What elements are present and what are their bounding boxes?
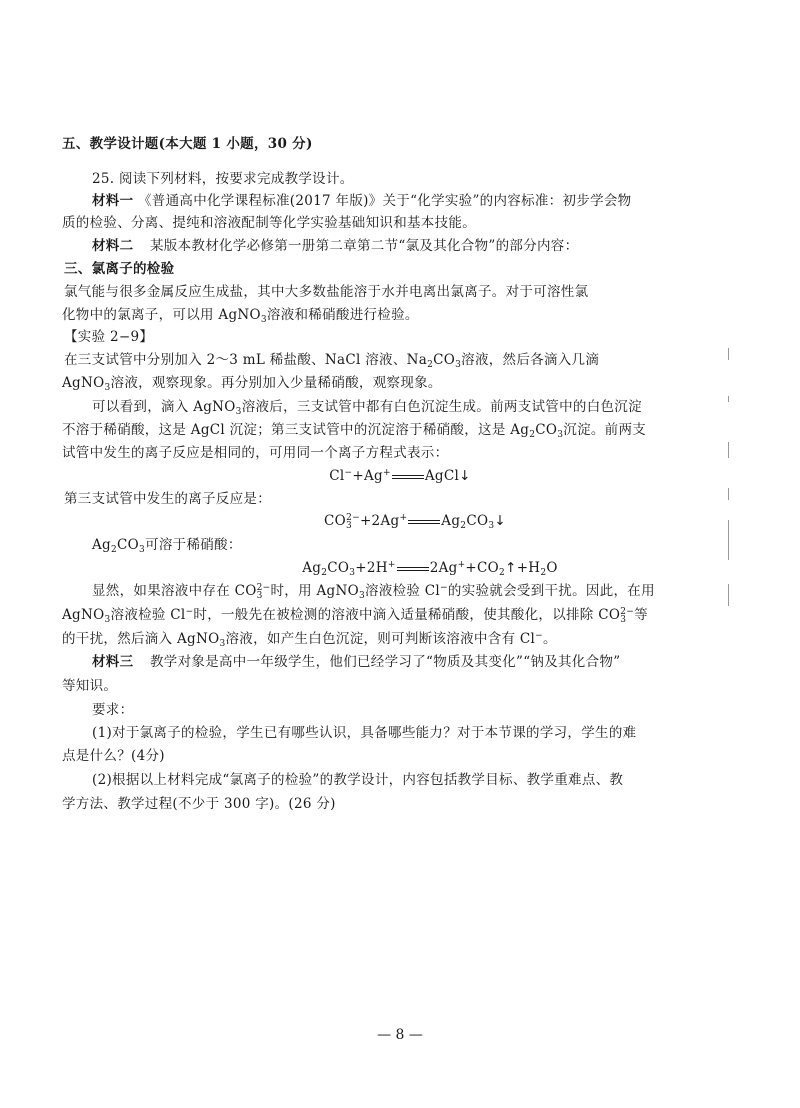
scan-mark	[728, 442, 729, 458]
page-number: — 8 —	[377, 1027, 423, 1043]
eq1-mid: +Ag	[352, 468, 383, 484]
concl2-c: 时，一般先在被检测的溶液中滴入适量稀硝酸，使其酸化，以排除 CO	[193, 607, 621, 623]
sup-plus: +	[399, 513, 408, 523]
eq3-d: 2Ag	[429, 560, 458, 576]
exp1-c: 溶液，然后各滴入几滴	[461, 352, 600, 368]
exp-line1	[64, 350, 742, 370]
req2-line1: (2)根据以上材料完成“氯离子的检验”的教学设计，内容包括教学目标、教学重难点、教	[92, 772, 624, 788]
exp2-b: 溶液，观察现象。再分别加入少量稀硝酸，观察现象。	[110, 375, 442, 391]
material1-line1	[92, 191, 742, 211]
obs-line3: 试管中发生的离子反应是相同的，可用同一个离子方程式表示：	[62, 445, 449, 461]
sub2: 2	[529, 430, 536, 440]
req1-line2: 点是什么？(4分)	[62, 748, 165, 764]
sup-2minus: 2−	[620, 607, 635, 617]
req1-line1: (1)对于氯离子的检验，学生已有哪些认识，具备哪些能力？对于本节课的学习，学生的难	[92, 725, 637, 741]
concl3-b: 溶液，如产生白色沉淀，则可判断该溶液中含有 Cl	[225, 631, 536, 647]
concl1-b: 时，用 AgNO	[270, 583, 359, 599]
sub3: 3	[349, 568, 356, 578]
requirements-label: 要求：	[92, 702, 134, 718]
material3-label: 材料三	[92, 654, 134, 670]
sup-minus: −	[440, 583, 448, 593]
sup-minus: −	[344, 468, 353, 478]
material3-line2: 等知识。	[62, 678, 118, 694]
sup-2minus: 2−	[256, 583, 271, 593]
concl-line2	[62, 605, 742, 625]
eq2-right-b: CO	[466, 513, 489, 529]
req2-line2: 学方法、教学过程(不少于 300 字)。(26 分)	[62, 796, 336, 812]
sub2: 2	[111, 545, 118, 555]
exp1-b: CO	[433, 352, 456, 368]
material1-text: 《普通高中化学课程标准(2017 年版)》关于“化学实验”的内容标准：初步学会物	[138, 193, 632, 209]
sub2: 2	[499, 568, 506, 578]
sub3: 3	[139, 545, 146, 555]
sub2: 2	[540, 568, 547, 578]
obs-line1	[92, 397, 742, 417]
sub3: 3	[488, 521, 495, 531]
experiment-label: 【实验 2−9】	[64, 329, 154, 345]
question-intro: 25. 阅读下列材料，按要求完成教学设计。	[92, 171, 354, 187]
para1-line2	[62, 305, 742, 325]
sup-plus: +	[387, 560, 396, 570]
third-tube-text: 第三支试管中发生的离子反应是：	[64, 491, 271, 507]
equation-3	[60, 558, 800, 578]
concl1-c: 溶液检验 Cl	[365, 583, 441, 599]
sup-2minus: 2−	[346, 513, 360, 523]
up-arrow-icon: ↑	[505, 560, 517, 576]
sub3: 3	[455, 360, 462, 370]
concl-line1	[92, 581, 742, 601]
eq1-right: AgCl	[424, 468, 460, 484]
exp-line2	[62, 373, 742, 393]
concl-line3	[62, 629, 742, 649]
concl1-a: 显然，如果溶液中存在 CO	[92, 583, 257, 599]
exp2-a: AgNO	[62, 375, 105, 391]
equation-1	[0, 466, 800, 486]
sub3: 3	[256, 591, 263, 601]
concl2-b: 溶液检验 Cl	[110, 607, 186, 623]
dissolve-line	[92, 535, 742, 555]
concl2-a: AgNO	[62, 607, 105, 623]
dissolve-b: CO	[117, 537, 140, 553]
concl3-c: 。	[542, 631, 557, 647]
equals-sign	[408, 517, 440, 527]
sub3: 3	[219, 639, 226, 649]
sub3: 3	[104, 383, 111, 393]
sub3: 3	[620, 615, 627, 625]
material3-text: 教学对象是高中一年级学生，他们已经学习了“物质及其变化”“钠及其化合物”	[150, 654, 621, 670]
sup-plus: +	[382, 468, 391, 478]
eq2-right-a: Ag	[441, 513, 461, 529]
eq3-a: Ag	[302, 560, 322, 576]
sup-minus: −	[185, 607, 194, 617]
para1-text-a: 化物中的氯离子，可以用 AgNO	[62, 307, 261, 323]
sub3: 3	[557, 430, 564, 440]
scan-mark	[728, 396, 729, 402]
material2-line	[92, 236, 742, 256]
eq2-left: CO	[324, 513, 347, 529]
material1-label: 材料一	[92, 193, 134, 209]
dissolve-c: 可溶于稀硝酸：	[145, 537, 242, 553]
obs2-b: CO	[535, 422, 558, 438]
concl2-d: 等	[634, 607, 648, 623]
equals-sign	[397, 564, 429, 574]
eq3-f: +H	[516, 560, 541, 576]
exp1-a: 在三支试管中分别加入 2～3 mL 稀盐酸、NaCl 溶液、Na	[64, 352, 428, 368]
material3-line1	[92, 652, 742, 672]
sup-minus: −	[535, 631, 543, 641]
eq3-g: O	[546, 560, 558, 576]
scan-mark	[728, 488, 729, 500]
obs1-a: 可以看到，滴入 AgNO	[92, 399, 236, 415]
material2-text: 某版本教材化学必修第一册第二章第二节“氯及其化合物”的部分内容：	[150, 238, 579, 254]
scan-mark	[728, 348, 729, 360]
material1-line2: 质的检验、分离、提纯和溶液配制等化学实验基础知识和基本技能。	[62, 215, 476, 231]
obs2-c: 沉淀。前两支	[563, 422, 647, 438]
equation-2	[30, 511, 800, 531]
sub2: 2	[321, 568, 328, 578]
para1-line1: 氯气能与很多金属反应生成盐，其中大多数盐能溶于水并电离出氯离子。对于可溶性氯	[64, 284, 589, 300]
obs1-b: 溶液后，三支试管中都有白色沉淀生成。前两支试管中的白色沉淀	[241, 399, 642, 415]
scan-mark	[728, 520, 729, 560]
section-heading: 五、教学设计题(本大题 1 小题，30 分)	[62, 136, 313, 152]
material2-label: 材料二	[92, 238, 134, 254]
concl1-d: 的实验就会受到干扰。因此，在用	[447, 583, 655, 599]
sub3: 3	[235, 407, 242, 417]
obs2-a: 不溶于稀硝酸，这是 AgCl 沉淀；第三支试管中的沉淀溶于稀硝酸，这是 Ag	[62, 422, 530, 438]
eq3-b: CO	[327, 560, 350, 576]
sub3: 3	[104, 615, 111, 625]
down-arrow-icon: ↓	[459, 468, 471, 484]
obs-line2	[62, 420, 742, 440]
equals-sign	[392, 472, 424, 482]
sub2: 2	[460, 521, 467, 531]
sub3: 3	[358, 591, 365, 601]
eq3-e: +CO	[465, 560, 500, 576]
sup-plus: +	[457, 560, 466, 570]
eq1-left: Cl	[329, 468, 345, 484]
sub3: 3	[260, 315, 267, 325]
para1-text-b: 溶液和稀硝酸进行检验。	[266, 307, 419, 323]
eq3-c: +2H	[355, 560, 388, 576]
scan-mark	[728, 584, 729, 606]
eq2-mid: +2Ag	[359, 513, 400, 529]
sub-heading: 三、氯离子的检验	[64, 261, 175, 277]
concl3-a: 的干扰，然后滴入 AgNO	[62, 631, 220, 647]
dissolve-a: Ag	[92, 537, 111, 553]
down-arrow-icon: ↓	[494, 513, 506, 529]
sub3: 3	[346, 521, 353, 531]
sub2: 2	[427, 360, 434, 370]
